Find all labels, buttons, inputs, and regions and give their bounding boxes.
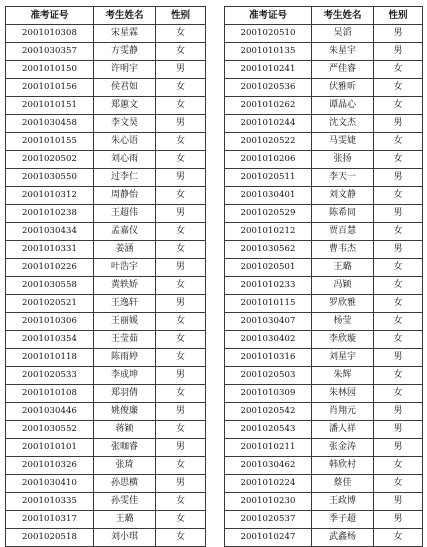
candidate-id-cell: 2001010312 — [6, 187, 94, 205]
column-header-name: 考生姓名 — [94, 7, 156, 25]
table-row — [225, 529, 423, 547]
gender-cell: 男 — [374, 43, 423, 61]
gender-cell: 女 — [374, 223, 423, 241]
candidate-name-cell: 宋星霖 — [94, 25, 156, 43]
header-row — [225, 7, 423, 25]
candidate-name-cell: 张琦 — [94, 457, 156, 475]
candidate-name-cell: 吴滔 — [312, 25, 374, 43]
candidate-name-cell: 张咖睿 — [94, 439, 156, 457]
table-row — [225, 475, 423, 493]
table-row — [6, 97, 206, 115]
candidate-id-cell: 2001010316 — [225, 349, 312, 367]
table-row — [6, 205, 206, 223]
candidate-name-cell: 李文昊 — [94, 115, 156, 133]
candidate-name-cell: 沈文杰 — [312, 115, 374, 133]
gender-cell: 女 — [156, 349, 206, 367]
gender-cell: 女 — [374, 331, 423, 349]
table-row — [225, 205, 423, 223]
candidate-name-cell: 孙思横 — [94, 475, 156, 493]
gender-cell: 女 — [374, 61, 423, 79]
gender-cell: 男 — [374, 205, 423, 223]
candidate-name-cell: 周静怡 — [94, 187, 156, 205]
gender-cell: 男 — [374, 25, 423, 43]
candidate-id-cell: 2001030407 — [225, 313, 312, 331]
candidate-id-cell: 2001010211 — [225, 439, 312, 457]
roster-body-right — [225, 25, 423, 547]
candidate-id-cell: 2001010101 — [6, 439, 94, 457]
candidate-id-cell: 2001010226 — [6, 259, 94, 277]
gender-cell: 女 — [374, 259, 423, 277]
table-row — [225, 187, 423, 205]
table-row — [225, 115, 423, 133]
candidate-id-cell: 2001010244 — [225, 115, 312, 133]
gender-cell: 女 — [156, 79, 206, 97]
candidate-name-cell: 王璐 — [94, 511, 156, 529]
gender-cell: 男 — [374, 439, 423, 457]
candidate-name-cell: 黄轶娇 — [94, 277, 156, 295]
candidate-name-cell: 朱星宇 — [312, 43, 374, 61]
table-row — [225, 61, 423, 79]
gender-cell: 男 — [374, 169, 423, 187]
gender-cell: 女 — [374, 367, 423, 385]
table-row — [225, 331, 423, 349]
candidate-id-cell: 2001020501 — [225, 259, 312, 277]
table-row — [225, 439, 423, 457]
table-row — [6, 277, 206, 295]
candidate-name-cell: 方雯静 — [94, 43, 156, 61]
candidate-id-cell: 2001010309 — [225, 385, 312, 403]
candidate-name-cell: 武鑫杨 — [312, 529, 374, 547]
gender-cell: 女 — [374, 133, 423, 151]
table-row — [225, 151, 423, 169]
gender-cell: 男 — [374, 349, 423, 367]
candidate-name-cell: 贾百慧 — [312, 223, 374, 241]
candidate-name-cell: 王莹茹 — [94, 331, 156, 349]
gender-cell: 女 — [374, 385, 423, 403]
candidate-name-cell: 姚俊廉 — [94, 403, 156, 421]
table-row — [225, 295, 423, 313]
candidate-name-cell: 孙雯佳 — [94, 493, 156, 511]
candidate-id-cell: 2001020502 — [6, 151, 94, 169]
candidate-id-cell: 2001030434 — [6, 223, 94, 241]
candidate-id-cell: 2001020522 — [225, 133, 312, 151]
column-header-gender: 性别 — [156, 7, 206, 25]
gender-cell: 女 — [374, 79, 423, 97]
candidate-id-cell: 2001020533 — [6, 367, 94, 385]
column-header-id: 准考证号 — [6, 7, 94, 25]
candidate-id-cell: 2001010241 — [225, 61, 312, 79]
candidate-name-cell: 张金涛 — [312, 439, 374, 457]
candidate-id-cell: 2001020518 — [6, 529, 94, 547]
table-row — [225, 313, 423, 331]
candidate-name-cell: 严佳睿 — [312, 61, 374, 79]
candidate-name-cell: 刘小琪 — [94, 529, 156, 547]
roster-body-left — [6, 25, 206, 547]
candidate-name-cell: 李天一 — [312, 169, 374, 187]
table-row — [6, 385, 206, 403]
gender-cell: 女 — [156, 97, 206, 115]
table-row — [6, 475, 206, 493]
candidate-id-cell: 2001030458 — [6, 115, 94, 133]
table-row — [225, 43, 423, 61]
gender-cell: 女 — [374, 187, 423, 205]
table-row — [6, 25, 206, 43]
candidate-name-cell: 韩欣村 — [312, 457, 374, 475]
candidate-id-cell: 2001030550 — [6, 169, 94, 187]
gender-cell: 女 — [156, 457, 206, 475]
gender-cell: 女 — [374, 313, 423, 331]
candidate-id-cell: 2001020542 — [225, 403, 312, 421]
roster-table-right — [224, 6, 423, 547]
candidate-id-cell: 2001020536 — [225, 79, 312, 97]
candidate-id-cell: 2001010247 — [225, 529, 312, 547]
gender-cell: 女 — [156, 493, 206, 511]
gender-cell: 女 — [156, 331, 206, 349]
candidate-id-cell: 2001020529 — [225, 205, 312, 223]
gender-cell: 女 — [156, 187, 206, 205]
candidate-id-cell: 2001030446 — [6, 403, 94, 421]
table-row — [6, 115, 206, 133]
table-row — [6, 295, 206, 313]
table-row — [225, 259, 423, 277]
gender-cell: 女 — [374, 295, 423, 313]
candidate-name-cell: 张扬 — [312, 151, 374, 169]
candidate-name-cell: 杨莹 — [312, 313, 374, 331]
table-row — [6, 187, 206, 205]
table-row — [225, 79, 423, 97]
gender-cell: 男 — [374, 511, 423, 529]
candidate-id-cell: 2001030401 — [225, 187, 312, 205]
table-row — [225, 169, 423, 187]
candidate-name-cell: 孟嘉仪 — [94, 223, 156, 241]
candidate-id-cell: 2001010233 — [225, 277, 312, 295]
candidate-name-cell: 朱心语 — [94, 133, 156, 151]
gender-cell: 女 — [374, 457, 423, 475]
candidate-id-cell: 2001010326 — [6, 457, 94, 475]
table-row — [225, 241, 423, 259]
table-row — [6, 61, 206, 79]
candidate-id-cell: 2001020537 — [225, 511, 312, 529]
table-row — [6, 421, 206, 439]
gender-cell: 女 — [156, 529, 206, 547]
gender-cell: 男 — [374, 241, 423, 259]
table-row — [225, 493, 423, 511]
candidate-id-cell: 2001020521 — [6, 295, 94, 313]
table-row — [6, 133, 206, 151]
column-header-id: 准考证号 — [225, 7, 312, 25]
table-row — [6, 169, 206, 187]
candidate-id-cell: 2001010155 — [6, 133, 94, 151]
gender-cell: 男 — [156, 205, 206, 223]
candidate-id-cell: 2001030357 — [6, 43, 94, 61]
candidate-id-cell: 2001010308 — [6, 25, 94, 43]
candidate-name-cell: 伏雅昕 — [312, 79, 374, 97]
gender-cell: 男 — [374, 115, 423, 133]
candidate-id-cell: 2001010212 — [225, 223, 312, 241]
candidate-name-cell: 马雯婕 — [312, 133, 374, 151]
candidate-name-cell: 王超伟 — [94, 205, 156, 223]
gender-cell: 男 — [156, 169, 206, 187]
gender-cell: 女 — [374, 475, 423, 493]
candidate-id-cell: 2001030402 — [225, 331, 312, 349]
gender-cell: 女 — [374, 97, 423, 115]
candidate-id-cell: 2001010206 — [225, 151, 312, 169]
column-header-name: 考生姓名 — [312, 7, 374, 25]
table-row — [6, 79, 206, 97]
gender-cell: 女 — [156, 385, 206, 403]
candidate-name-cell: 蒋颖 — [94, 421, 156, 439]
table-row — [225, 385, 423, 403]
gender-cell: 女 — [156, 25, 206, 43]
table-row — [6, 151, 206, 169]
candidate-id-cell: 2001010335 — [6, 493, 94, 511]
candidate-id-cell: 2001020543 — [225, 421, 312, 439]
candidate-id-cell: 2001010135 — [225, 43, 312, 61]
candidate-name-cell: 潘人祥 — [312, 421, 374, 439]
candidate-name-cell: 侯君如 — [94, 79, 156, 97]
gender-cell: 女 — [156, 133, 206, 151]
gender-cell: 女 — [156, 223, 206, 241]
table-row — [6, 349, 206, 367]
table-row — [6, 241, 206, 259]
gender-cell: 女 — [374, 151, 423, 169]
table-row — [6, 367, 206, 385]
header-row — [6, 7, 206, 25]
candidate-name-cell: 刘心雨 — [94, 151, 156, 169]
gender-cell: 男 — [156, 403, 206, 421]
table-row — [225, 457, 423, 475]
candidate-name-cell: 叶浩宇 — [94, 259, 156, 277]
candidate-id-cell: 2001010230 — [225, 493, 312, 511]
gender-cell: 女 — [156, 511, 206, 529]
table-row — [225, 223, 423, 241]
gender-cell: 女 — [156, 43, 206, 61]
candidate-name-cell: 陈雨婷 — [94, 349, 156, 367]
candidate-name-cell: 王政博 — [312, 493, 374, 511]
gender-cell: 女 — [374, 277, 423, 295]
candidate-id-cell: 2001010354 — [6, 331, 94, 349]
table-row — [225, 367, 423, 385]
table-row — [225, 421, 423, 439]
gender-cell: 女 — [156, 151, 206, 169]
candidate-id-cell: 2001030558 — [6, 277, 94, 295]
table-row — [225, 403, 423, 421]
candidate-id-cell: 2001010224 — [225, 475, 312, 493]
candidate-name-cell: 蔡佳 — [312, 475, 374, 493]
table-row — [6, 43, 206, 61]
gender-cell: 女 — [156, 277, 206, 295]
candidate-name-cell: 刘星宇 — [312, 349, 374, 367]
candidate-name-cell: 郑羽倩 — [94, 385, 156, 403]
candidate-name-cell: 谭晶心 — [312, 97, 374, 115]
gender-cell: 女 — [156, 313, 206, 331]
gender-cell: 女 — [156, 241, 206, 259]
candidate-id-cell: 2001010108 — [6, 385, 94, 403]
candidate-name-cell: 朱林园 — [312, 385, 374, 403]
candidate-name-cell: 肖翔元 — [312, 403, 374, 421]
candidate-id-cell: 2001010331 — [6, 241, 94, 259]
candidate-id-cell: 2001010306 — [6, 313, 94, 331]
candidate-name-cell: 王丽媛 — [94, 313, 156, 331]
gender-cell: 男 — [374, 421, 423, 439]
table-row — [6, 529, 206, 547]
candidate-id-cell: 2001030562 — [225, 241, 312, 259]
table-row — [6, 259, 206, 277]
table-row — [6, 439, 206, 457]
table-row — [6, 493, 206, 511]
candidate-id-cell: 2001010115 — [225, 295, 312, 313]
candidate-name-cell: 李成坤 — [94, 367, 156, 385]
candidate-name-cell: 朱辉 — [312, 367, 374, 385]
table-row — [6, 313, 206, 331]
gender-cell: 男 — [156, 367, 206, 385]
column-header-gender: 性别 — [374, 7, 423, 25]
candidate-id-cell: 2001010262 — [225, 97, 312, 115]
candidate-name-cell: 姜涵 — [94, 241, 156, 259]
candidate-id-cell: 2001010118 — [6, 349, 94, 367]
gender-cell: 男 — [156, 439, 206, 457]
candidate-id-cell: 2001010317 — [6, 511, 94, 529]
candidate-id-cell: 2001030552 — [6, 421, 94, 439]
candidate-name-cell: 郑蕙文 — [94, 97, 156, 115]
gender-cell: 男 — [156, 475, 206, 493]
candidate-name-cell: 王璐 — [312, 259, 374, 277]
gender-cell: 男 — [374, 493, 423, 511]
candidate-id-cell: 2001020511 — [225, 169, 312, 187]
candidate-id-cell: 2001020510 — [225, 25, 312, 43]
gender-cell: 男 — [156, 259, 206, 277]
candidate-name-cell: 冯颖 — [312, 277, 374, 295]
candidate-name-cell: 曹韦杰 — [312, 241, 374, 259]
table-row — [225, 133, 423, 151]
candidate-id-cell: 2001010150 — [6, 61, 94, 79]
candidate-id-cell: 2001030410 — [6, 475, 94, 493]
table-row — [6, 331, 206, 349]
gender-cell: 男 — [156, 295, 206, 313]
candidate-id-cell: 2001030462 — [225, 457, 312, 475]
candidate-id-cell: 2001010151 — [6, 97, 94, 115]
candidate-name-cell: 过李仁 — [94, 169, 156, 187]
candidate-name-cell: 陈希同 — [312, 205, 374, 223]
candidate-id-cell: 2001020503 — [225, 367, 312, 385]
table-row — [225, 97, 423, 115]
candidate-id-cell: 2001010156 — [6, 79, 94, 97]
gender-cell: 男 — [156, 61, 206, 79]
gender-cell: 男 — [156, 115, 206, 133]
candidate-name-cell: 罗欣雅 — [312, 295, 374, 313]
candidate-name-cell: 李欣璇 — [312, 331, 374, 349]
table-row — [225, 25, 423, 43]
gender-cell: 女 — [156, 421, 206, 439]
table-row — [6, 403, 206, 421]
roster-table-left — [5, 6, 206, 547]
table-row — [225, 349, 423, 367]
candidate-name-cell: 许明宇 — [94, 61, 156, 79]
gender-cell: 男 — [374, 403, 423, 421]
table-row — [6, 457, 206, 475]
table-row — [6, 223, 206, 241]
table-row — [225, 277, 423, 295]
candidate-name-cell: 季子超 — [312, 511, 374, 529]
candidate-id-cell: 2001010238 — [6, 205, 94, 223]
gender-cell: 女 — [374, 529, 423, 547]
candidate-name-cell: 刘文静 — [312, 187, 374, 205]
candidate-name-cell: 王逸轩 — [94, 295, 156, 313]
